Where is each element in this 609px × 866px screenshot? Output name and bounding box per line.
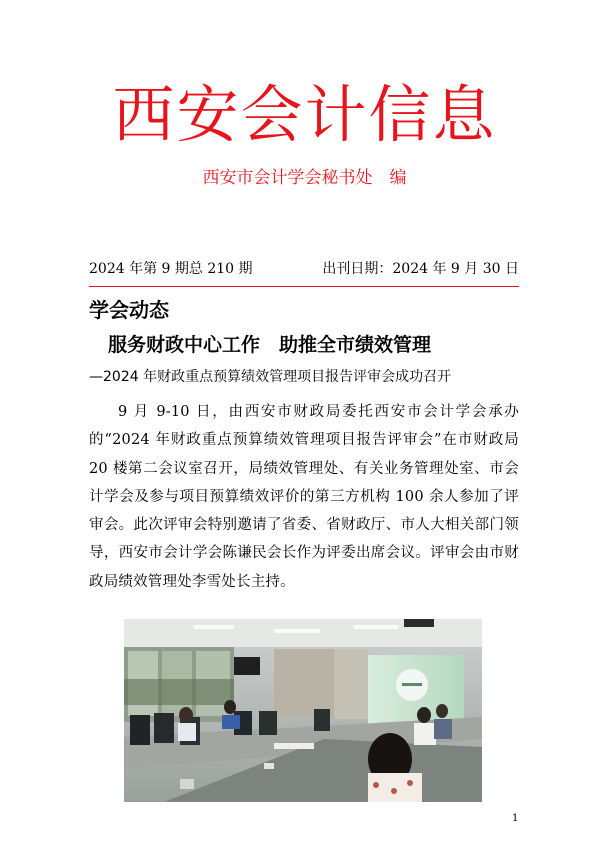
publish-date: 出刊日期：2024 年 9 月 30 日	[322, 261, 519, 277]
issue-number: 2024 年第 9 期总 210 期	[89, 261, 253, 277]
masthead-title: 西安会计信息	[112, 78, 497, 151]
meeting-photo	[124, 619, 482, 802]
red-divider	[89, 286, 519, 287]
page-number: 1	[512, 813, 519, 824]
editor-line: 西安市会计学会秘书处 编	[202, 168, 407, 188]
section-heading: 学会动态	[89, 298, 169, 322]
article-subheadline: —2024 年财政重点预算绩效管理项目报告评审会成功召开	[89, 369, 452, 385]
article-headline: 服务财政中心工作 助推全市绩效管理	[108, 334, 432, 356]
article-body: 9 月 9-10 日，由西安市财政局委托西安市会计学会承办的“2024 年财政重点预算绩效管理项目报告评审会”在市财政局 20 楼第二会议室召开，局绩效管理处、有关业务管理处室、市会计学会及参与项目预算绩效评价的第三方机构 100 余人参加了评审会。此次评审会特别邀请了省委、省财政厅、市人大相关部门领导，西安市会计学会陈谦民会长作为评委出席会议。评审会由市财政局绩效管理处李雪处长主持。	[89, 404, 519, 590]
